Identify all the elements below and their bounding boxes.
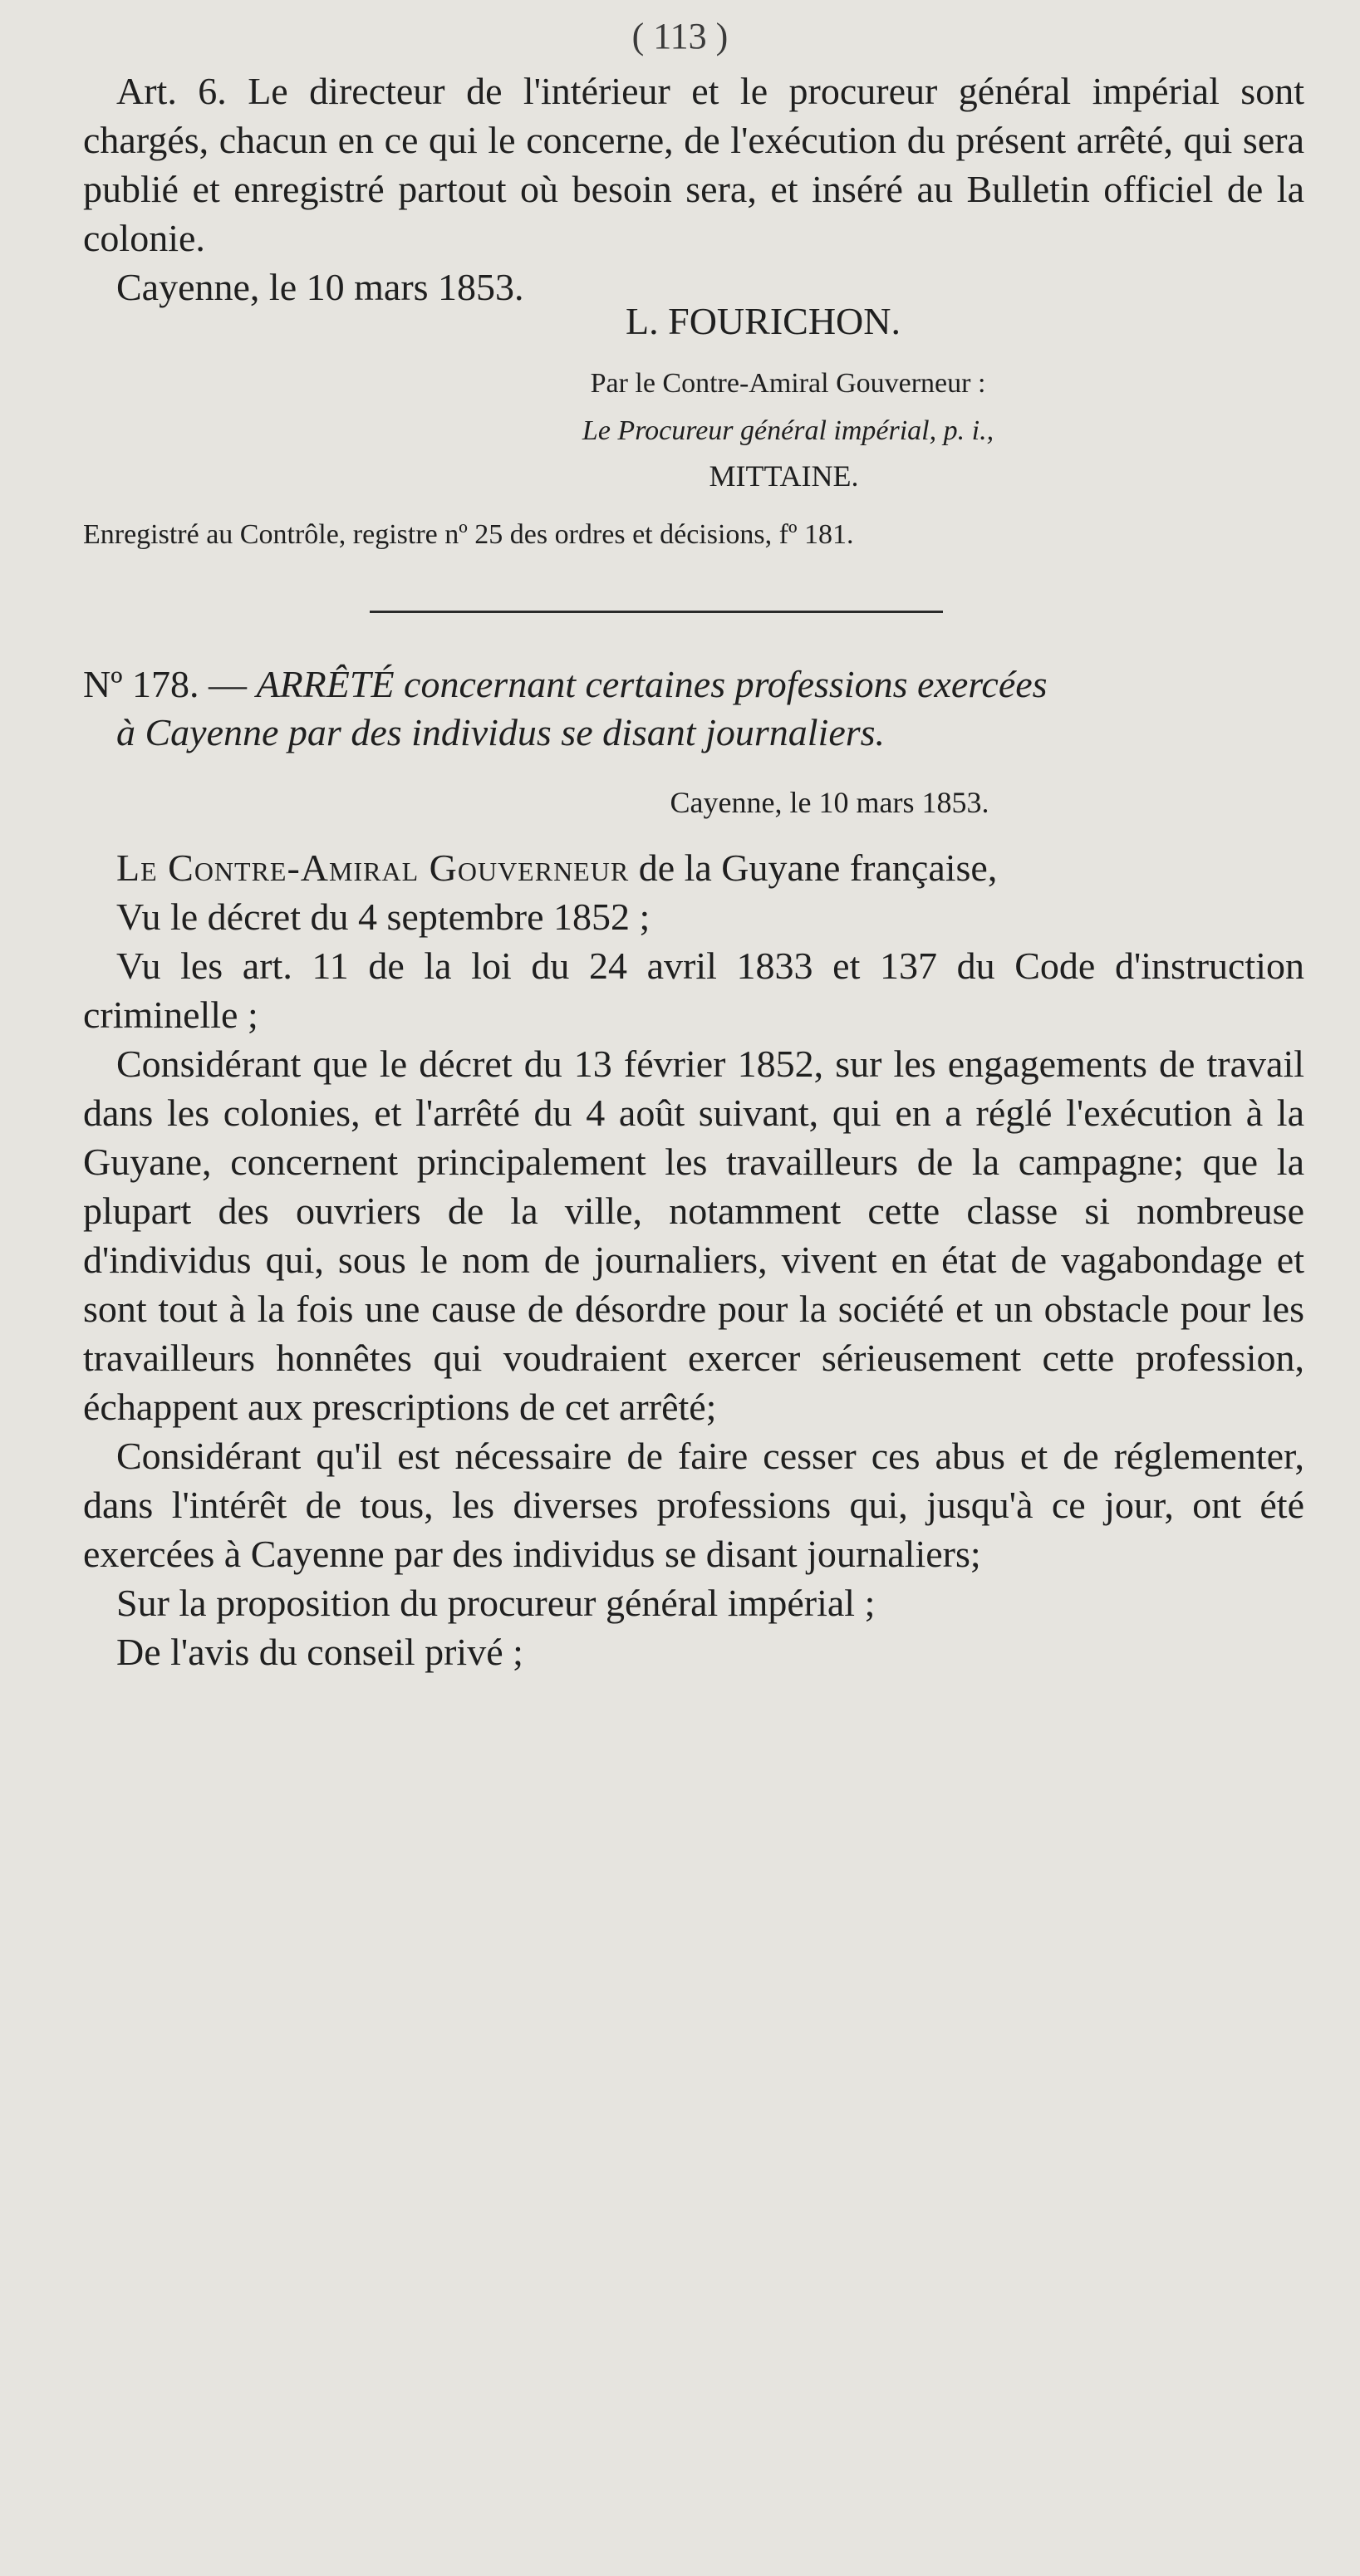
signature-by-line: Par le Contre-Amiral Gouverneur : bbox=[590, 368, 986, 399]
page-number: ( 113 ) bbox=[631, 16, 729, 56]
issuer-title: Le Contre-Amiral Gouverneur bbox=[116, 846, 630, 889]
decree-paragraph: De l'avis du conseil privé ; bbox=[116, 1631, 523, 1673]
decree-title-line-1 bbox=[83, 660, 1304, 709]
decree-title-text-1: ARRÊTÉ concernant certaines professions exercées bbox=[256, 663, 1048, 705]
article-6 bbox=[83, 66, 1304, 312]
issuer-rest: de la Guyane française, bbox=[629, 846, 998, 889]
signature-role: Le Procureur général impérial, p. i., bbox=[582, 415, 994, 446]
dateline-1: Cayenne, le 10 mars 1853. bbox=[116, 266, 524, 308]
decree-paragraph: Vu les art. 11 de la loi du 24 avril 1833 et 137 du Code d'instruction criminelle ; bbox=[83, 945, 1304, 1036]
decree-title-line-2 bbox=[83, 709, 1304, 757]
signature-name: L. FOURICHON. bbox=[626, 300, 901, 342]
decree-number: Nº 178. bbox=[83, 663, 199, 705]
decree-paragraph: Vu le décret du 4 septembre 1852 ; bbox=[116, 895, 651, 938]
decree-body bbox=[83, 843, 1304, 1676]
decree-issuer bbox=[83, 843, 1304, 892]
countersignature: MITTAINE. bbox=[709, 459, 859, 493]
decree-paragraph: Sur la proposition du procureur général impérial ; bbox=[116, 1582, 876, 1624]
section-divider bbox=[370, 611, 943, 613]
decree-title-text-2: à Cayenne par des individus se disant journaliers. bbox=[116, 711, 886, 753]
decree-paragraph: Considérant qu'il est nécessaire de faire cesser ces abus et de réglementer, dans l'intérêt de tous, les diverses professions qui, jusqu'à ce jour, ont été exercées à Cayenne par des individus se disant journaliers; bbox=[83, 1435, 1304, 1575]
registration-note: Enregistré au Contrôle, registre nº 25 des ordres et décisions, fº 181. bbox=[83, 519, 854, 550]
decree-paragraph: Considérant que le décret du 13 février 1852, sur les engagements de travail dans les colonies, et l'arrêté du 4 août suivant, qui en a réglé l'exécution à la Guyane, concernent principalement les travailleurs de la campagne; que la plupart des ouvriers de la ville, notamment cette classe si nombreuse d'individus qui, sous le nom de journaliers, vivent en état de vagabondage et sont tout à la fois une cause de désordre pour la société et un obstacle pour les travailleurs honnêtes qui voudraient exercer sérieusement cette profession, échappent aux prescriptions de cet arrêté; bbox=[83, 1043, 1304, 1428]
article-6-text: Art. 6. Le directeur de l'intérieur et le procureur général impérial sont chargés, chacun en ce qui le concerne, de l'exécution du présent arrêté, qui sera publié et enregistré partout où besoin sera, et inséré au Bulletin officiel de la colonie. bbox=[83, 70, 1304, 259]
decree-dash: — bbox=[208, 663, 247, 705]
decree-title bbox=[83, 660, 1304, 757]
decree-dateline: Cayenne, le 10 mars 1853. bbox=[670, 786, 989, 819]
